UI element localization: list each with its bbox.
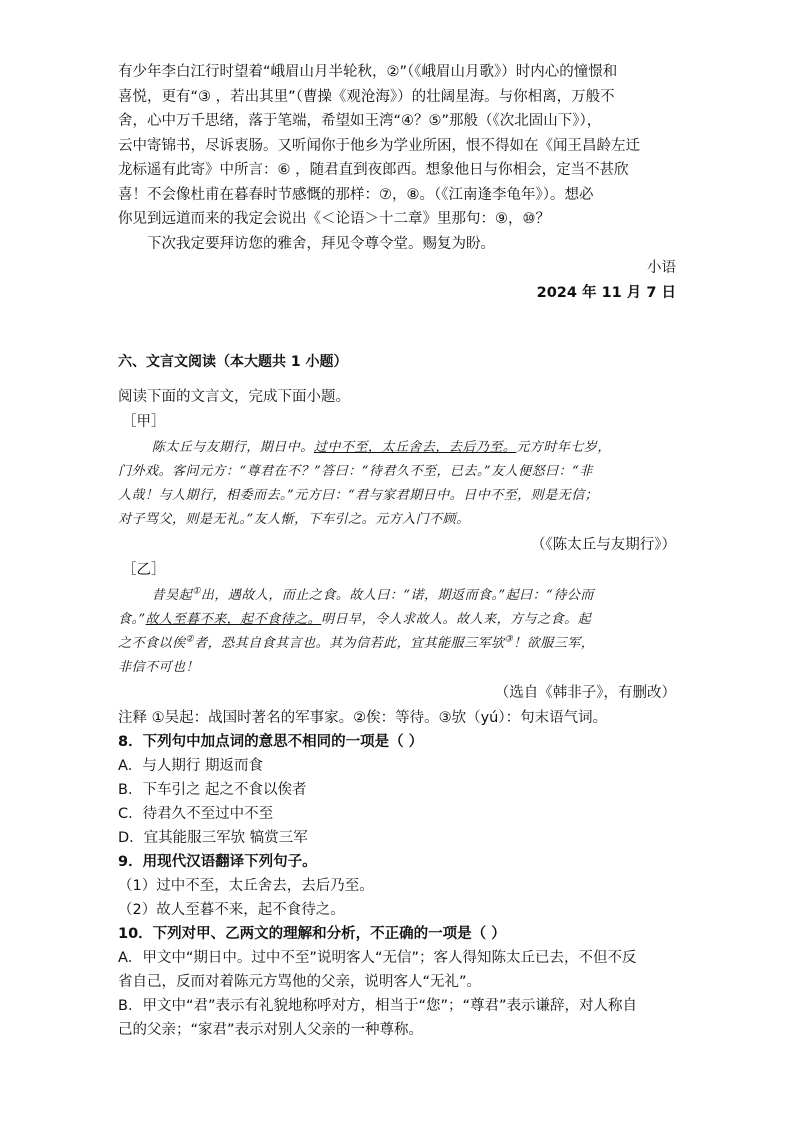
footnote-marker: ① (192, 586, 201, 597)
passage-line: 非信不可也！ (118, 659, 200, 675)
passage-jia-label: ［甲］ (122, 413, 166, 430)
passage-line: 对子骂父，则是无礼。”友人惭，下车引之。元方入门不顾。 (118, 511, 470, 527)
letter-signature: 小语 (647, 260, 676, 276)
option-d: D．宜其能服三军欤 犒赏三军 (118, 829, 308, 846)
option-b: B．下车引之 起之不食以俟者 (118, 781, 307, 798)
passage-text: 之不食以俟 (118, 635, 186, 651)
passage-line (118, 584, 676, 608)
translation-item: （2）故人至暮不来，起不食待之。 (118, 901, 345, 918)
option-b-line: 己的父亲；“家君”表示对别人父亲的一种尊称。 (118, 1021, 424, 1038)
option-a-line: A．甲文中“期日中。过中不至”说明客人“无信”；客人得知陈太丘已去，不但不反 (118, 949, 637, 966)
letter-line: 有少年李白江行时望着“峨眉山月半轮秋，②”（《峨眉山月歌》）时内心的憧憬和 (118, 64, 618, 80)
question-stem: 8．下列句中加点词的意思不相同的一项是（ ） (118, 733, 424, 750)
option-a: A．与人期行 期返而食 (118, 757, 264, 774)
passage-text: 昔吴起 (151, 587, 193, 603)
translation-item: （1）过中不至，太丘舍去，去后乃至。 (118, 877, 374, 894)
underlined-sentence: 故人至暮不来，起不食待之。 (145, 611, 322, 627)
passage-line (118, 436, 676, 460)
letter-line: 云中寄锦书，尽诉衷肠。又听闻你于他乡为学业所困，恨不得如在《闻王昌龄左迁 (118, 137, 640, 154)
passage-text: 出，遇故人，而止之食。故人曰：“诺，期返而食。”起曰：“待公而 (200, 587, 594, 603)
letter-line: 龙标遥有此寄》中所言：⑥ ，随君直到夜郎西。想象他日与你相会，定当不甚欣 (118, 162, 629, 178)
passage-text: 陈太丘与友期行，期日中。 (151, 439, 314, 455)
letter-date: 2024 年 11 月 7 日 (536, 284, 676, 301)
section-instruction: 阅读下面的文言文，完成下面小题。 (118, 389, 350, 405)
letter-line: 喜悦，更有“③ ，若出其里”（曹操《观沧海》）的壮阔星海。与你相离，万般不 (118, 88, 615, 105)
passage-jia-source: （《陈太丘与友期行》） (531, 536, 676, 553)
question-8 (118, 730, 676, 850)
passage-yi-source: （选自《韩非子》，有删改） (494, 684, 676, 701)
question-stem: 9．用现代汉语翻译下列句子。 (118, 853, 317, 870)
option-c: C．待君久不至过中不至 (118, 805, 274, 822)
footnote-marker: ③ (504, 634, 514, 645)
letter-line: 你见到远道而来的我定会说出《＜论语＞十二章》里那句：⑨，⑩？ (118, 211, 550, 227)
passage-yi (118, 584, 676, 680)
question-9 (118, 850, 676, 922)
passage-jia (118, 436, 676, 532)
letter-section (118, 60, 676, 305)
passage-text: 食。” (118, 611, 146, 627)
passage-line: 人哉！与人期行，相委而去。”元方曰：“君与家君期日中。日中不至，则是无信； (118, 487, 599, 503)
notes: 注释 ①吴起：战国时著名的军事家。②俟：等待。③欤（yú）：句末语气词。 (118, 709, 608, 726)
passage-text: ！欲服三军， (513, 635, 595, 651)
passage-yi-label: ［乙］ (122, 561, 166, 578)
passage-text: 者，恐其自食其言也。其为信若此，宜其能服三军欤 (194, 635, 505, 651)
passage-text: 元方时年七岁， (516, 439, 611, 455)
passage-line (118, 632, 676, 656)
option-b-line: B．甲文中“君”表示有礼貌地称呼对方，相当于“您”；“尊君”表示谦辞，对人称自 (118, 997, 638, 1014)
question-10 (118, 922, 676, 1042)
section-title: 六、文言文阅读（本大题共 1 小题） (118, 354, 348, 370)
question-stem: 10．下列对甲、乙两文的理解和分析，不正确的一项是（ ） (118, 925, 506, 942)
underlined-sentence: 过中不至，太丘舍去，去后乃至。 (313, 439, 517, 455)
passage-text: 明日早，令人求故人。故人来，方与之食。起 (321, 611, 592, 627)
letter-closing: 下次我定要拜访您的雅舍，拜见令尊令堂。赐复为盼。 (147, 235, 495, 252)
document-page (118, 60, 676, 1042)
passage-line: 门外戏。客问元方：“尊君在不？”答曰：“待君久不至，已去。”友人便怒曰：“非 (118, 463, 593, 479)
footnote-marker: ② (185, 634, 195, 645)
letter-line: 喜！不会像杜甫在暮春时节感慨的那样：⑦，⑧。（《江南逢李龟年》）。想必 (118, 186, 594, 203)
passage-line (118, 608, 676, 632)
letter-line: 舍，心中万千思绪，落于笔端，希望如王湾“④？⑤”那般（《次北固山下》）， (118, 113, 602, 129)
option-a-line: 省自己，反而对着陈元方骂他的父亲，说明客人“无礼”。 (118, 973, 482, 990)
